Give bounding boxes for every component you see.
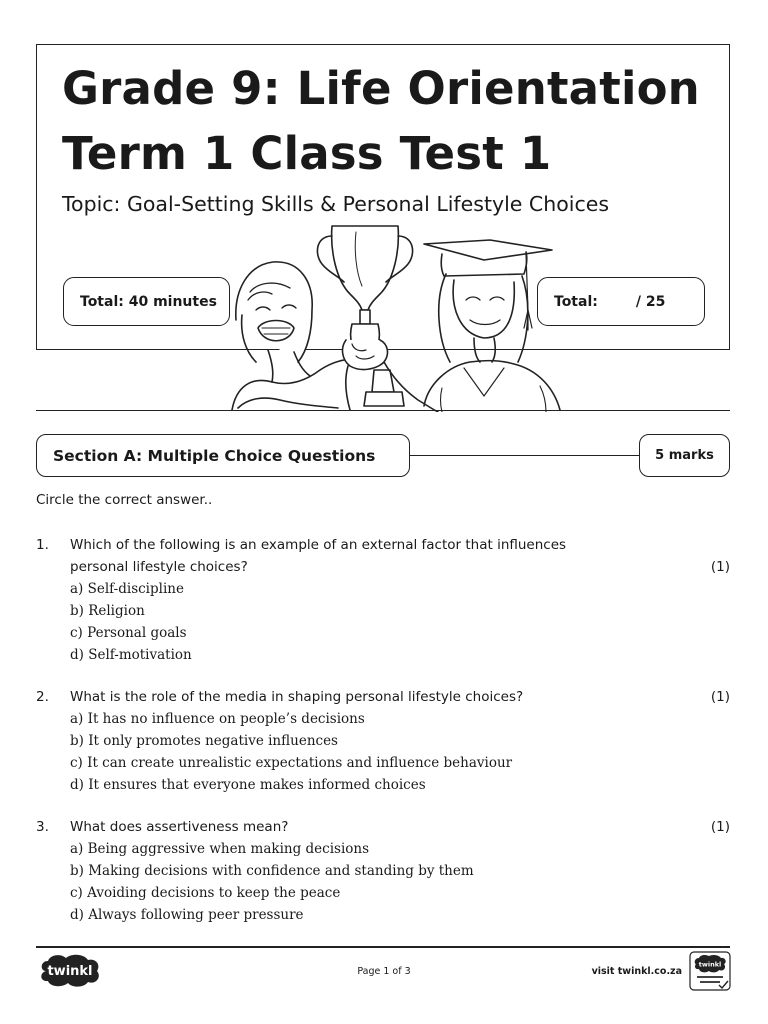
header-divider <box>36 410 730 411</box>
answer-option-d[interactable]: d) Self-motivation <box>70 647 192 663</box>
section-connector-line <box>410 455 676 456</box>
question-text <box>70 534 730 578</box>
question-3 <box>36 816 730 926</box>
question-mark: (1) <box>710 689 730 705</box>
answer-option-d[interactable]: d) Always following peer pressure <box>70 907 304 923</box>
answer-option-b[interactable]: b) Making decisions with confidence and standing by them <box>70 863 474 879</box>
students-trophy-illustration <box>228 220 573 412</box>
total-score-value: / 25 <box>635 293 666 310</box>
badge-logo-text: twinkl <box>698 960 722 969</box>
question-text-line-1: What does assertiveness mean? <box>70 819 289 835</box>
section-title: Section A: Multiple Choice Questions <box>36 434 410 477</box>
answer-option-b[interactable]: b) It only promotes negative influences <box>70 733 338 749</box>
question-text <box>70 816 730 838</box>
question-2 <box>36 686 730 796</box>
twinkl-logo-text: twinkl <box>47 964 93 979</box>
answer-option-c[interactable]: c) It can create unrealistic expectations and influence behaviour <box>70 755 513 771</box>
answer-option-c[interactable]: c) Personal goals <box>70 625 187 641</box>
quality-standard-badge <box>689 951 731 991</box>
answer-option-b[interactable]: b) Religion <box>70 603 145 619</box>
answer-option-c[interactable]: c) Avoiding decisions to keep the peace <box>70 885 341 901</box>
section-header <box>36 434 730 478</box>
answer-option-a[interactable]: a) Being aggressive when making decisions <box>70 841 370 857</box>
total-time-box <box>63 277 230 326</box>
title-line-2: Term 1 Class Test 1 <box>62 127 552 180</box>
question-1 <box>36 534 730 666</box>
question-text-line-1: Which of the following is an example of an external factor that influences <box>70 537 567 553</box>
question-text <box>70 686 730 708</box>
answer-option-a[interactable]: a) It has no influence on people’s decisions <box>70 711 365 727</box>
total-score-label: Total: <box>554 293 598 310</box>
question-text-line-1: What is the role of the media in shaping personal lifestyle choices? <box>70 689 524 705</box>
footer-divider <box>36 946 730 948</box>
question-number: 3. <box>36 819 49 835</box>
visit-link[interactable]: visit twinkl.co.za <box>591 966 682 977</box>
title-line-1: Grade 9: Life Orientation <box>62 62 700 115</box>
page-title <box>62 56 700 186</box>
question-mark: (1) <box>710 559 730 575</box>
page-number: Page 1 of 3 <box>357 966 411 977</box>
answer-option-d[interactable]: d) It ensures that everyone makes informed choices <box>70 777 426 793</box>
instruction-text: Circle the correct answer.. <box>36 492 213 508</box>
question-number: 1. <box>36 537 49 553</box>
question-mark: (1) <box>710 819 730 835</box>
topic-subtitle: Topic: Goal-Setting Skills & Personal Lifestyle Choices <box>62 192 610 216</box>
answer-option-a[interactable]: a) Self-discipline <box>70 581 184 597</box>
total-score-box <box>537 277 705 326</box>
question-number: 2. <box>36 689 49 705</box>
section-marks: 5 marks <box>639 434 730 477</box>
total-time-label: Total: 40 minutes <box>80 293 217 310</box>
question-text-line-2: personal lifestyle choices? <box>70 559 248 575</box>
